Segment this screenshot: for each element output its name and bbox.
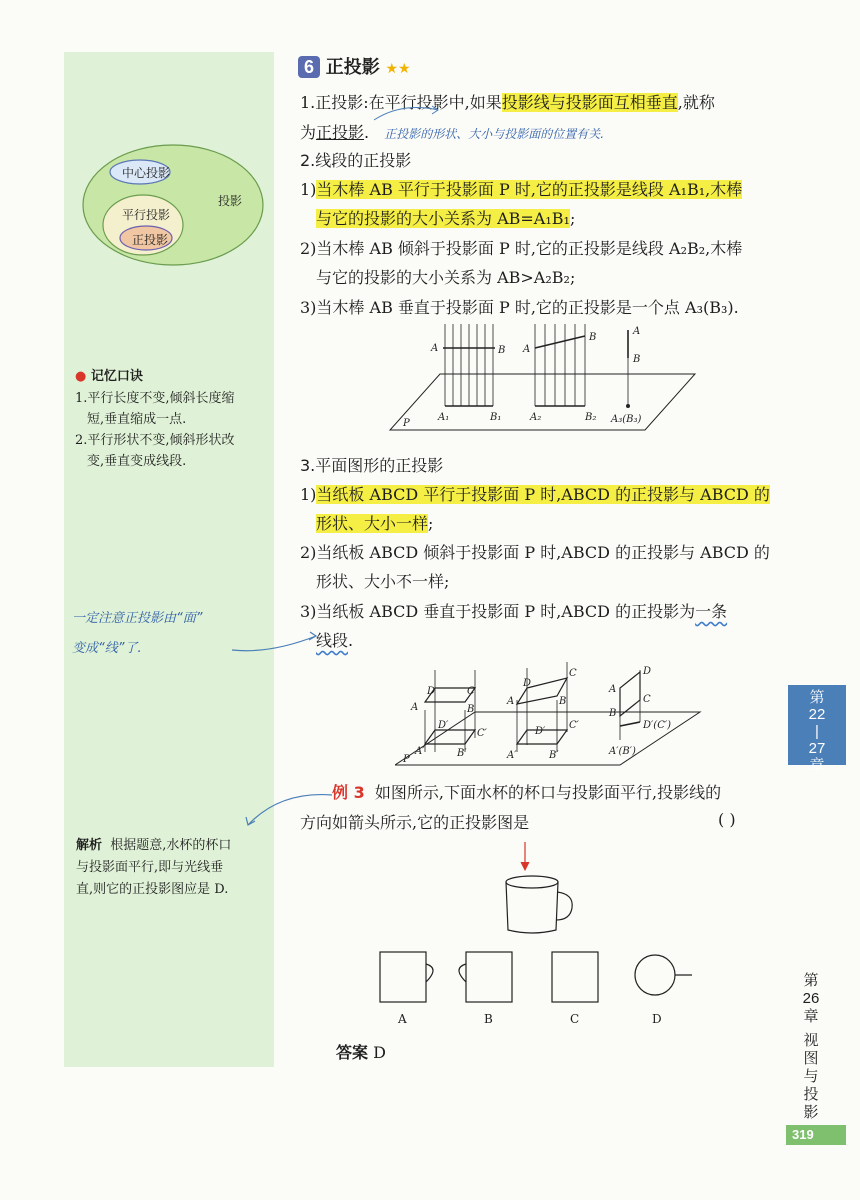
fig2-label: D′ xyxy=(438,720,449,731)
fig2-label: P xyxy=(403,754,410,765)
p1-line2 xyxy=(300,120,604,143)
fig1-label: P xyxy=(403,418,410,429)
p2-item2-cont: 与它的投影的大小关系为 AB>A₂B₂; xyxy=(316,268,576,287)
fig2-label: A xyxy=(411,702,419,713)
side-char: 第 xyxy=(803,972,819,989)
tab-line: 27 xyxy=(808,740,826,757)
memory-item: 变,垂直变成线段. xyxy=(87,454,187,469)
text: 如图所示,下面水杯的杯口与投影面平行,投影线的 xyxy=(374,783,722,802)
option-a: A xyxy=(398,1012,407,1026)
side-char: 图 xyxy=(803,1050,819,1067)
fig2-label: A xyxy=(507,696,515,707)
fig1-label: B xyxy=(633,354,641,365)
page-number: 319 xyxy=(786,1125,846,1145)
highlight: 当木棒 AB 平行于投影面 P 时,它的正投影是线段 A₁B₁,木棒 xyxy=(316,180,743,199)
venn-outer-label: 投影 xyxy=(218,194,243,208)
side-char: 与 xyxy=(803,1068,819,1085)
p1-line1 xyxy=(300,90,715,113)
side-char: 视 xyxy=(803,1032,819,1049)
fig2-label: D′ xyxy=(535,726,546,737)
answer-block xyxy=(336,1040,386,1063)
option-c: C xyxy=(570,1012,580,1026)
fig2-label: D′(C′) xyxy=(643,720,672,731)
fig2-label: B xyxy=(559,696,567,707)
text: ,就称 xyxy=(677,93,715,112)
fig2-label: D xyxy=(427,686,436,697)
bullet-icon: ● xyxy=(75,369,87,384)
highlight: 当纸板 ABCD 平行于投影面 P 时,ABCD 的正投影与 ABCD 的 xyxy=(316,485,770,504)
analysis-line: 直,则它的正投影图应是 D. xyxy=(76,882,229,897)
fig2-label: B xyxy=(609,708,617,719)
section-number: 6 xyxy=(298,56,320,78)
memory-list xyxy=(75,388,235,472)
side-char: 投 xyxy=(803,1086,819,1103)
text: . xyxy=(364,123,370,142)
annotation-arrow-icon xyxy=(372,102,442,124)
fig2-label: A′ xyxy=(507,750,517,761)
note-line: 变成“线”了. xyxy=(72,641,142,656)
text: ; xyxy=(428,514,434,533)
fig2-label: D xyxy=(523,678,532,689)
fig2-label: C xyxy=(569,668,577,679)
highlight: 投影线与投影面互相垂直 xyxy=(501,93,678,112)
fig1-label: B xyxy=(589,332,597,343)
p3-heading: 3.平面图形的正投影 xyxy=(300,456,444,475)
section-title: 正投影 xyxy=(325,57,380,78)
handwritten-note xyxy=(72,604,202,664)
fig2-label: D xyxy=(643,666,652,677)
p2-item1-cont xyxy=(316,206,575,229)
fig2-label: C′ xyxy=(569,720,579,731)
option-d: D xyxy=(652,1012,662,1026)
p3-item2-cont: 形状、大小不一样; xyxy=(316,572,450,591)
note-line: 一定注意正投影由“面” xyxy=(72,611,203,626)
answer-label: 答案 xyxy=(336,1043,369,1062)
text: ; xyxy=(569,209,576,228)
handwritten-annotation: 正投影的形状、大小与投影面的位置有关. xyxy=(384,127,605,141)
plane-projection-figure xyxy=(395,660,705,770)
section-header xyxy=(298,53,411,79)
p2-item3: 3)当木棒 AB 垂直于投影面 P 时,它的正投影是一个点 A₃(B₃). xyxy=(300,298,739,317)
fig2-label: A′(B′) xyxy=(609,746,636,757)
fig1-label: B₂ xyxy=(585,412,597,423)
text: 1) xyxy=(300,180,317,199)
fig1-label: A₃(B₃) xyxy=(611,414,642,425)
answer-value: D xyxy=(373,1043,386,1062)
text: . xyxy=(348,631,354,650)
tab-line: 22 xyxy=(808,706,826,723)
segment-projection-figure xyxy=(385,322,705,437)
memory-title-text: 记忆口诀 xyxy=(90,369,143,384)
option-b: B xyxy=(484,1012,493,1026)
tab-line: | xyxy=(815,723,819,740)
analysis-label: 解析 xyxy=(76,838,103,853)
fig2-label: B xyxy=(467,704,475,715)
fig2-label: A′ xyxy=(415,746,425,757)
tab-line: 章 xyxy=(809,757,825,774)
memory-title xyxy=(75,365,143,384)
fig1-label: A₂ xyxy=(530,412,542,423)
fig2-label: C xyxy=(467,686,475,697)
answer-blank: ( ) xyxy=(718,810,736,829)
p3-item3 xyxy=(300,599,727,622)
p3-item2: 2)当纸板 ABCD 倾斜于投影面 P 时,ABCD 的正投影与 ABCD 的 xyxy=(300,543,770,562)
fig1-label: A₁ xyxy=(438,412,450,423)
p3-item1-cont xyxy=(316,511,433,534)
fig2-label: B′ xyxy=(457,748,467,759)
fig1-label: A xyxy=(633,326,641,337)
text: 1.正投影:在平行投影中,如果 xyxy=(300,93,502,112)
side-char: 章 xyxy=(803,1008,819,1025)
venn-parallel-label: 平行投影 xyxy=(122,208,171,222)
highlight: 与它的投影的大小关系为 AB=A₁B₁ xyxy=(316,209,570,228)
venn-center-label: 中心投影 xyxy=(122,166,171,180)
wavy-underline: 一条 xyxy=(695,602,728,621)
fig2-label: A xyxy=(609,684,617,695)
chapter-side-label xyxy=(796,972,826,1122)
memory-item: 1.平行长度不变,倾斜长度缩 xyxy=(75,391,235,406)
text: 3)当纸板 ABCD 垂直于投影面 P 时,ABCD 的正投影为 xyxy=(300,602,696,621)
wavy-underline: 线段 xyxy=(316,631,349,650)
highlight: 形状、大小一样 xyxy=(316,514,429,533)
difficulty-stars-icon: ★★ xyxy=(385,61,411,77)
text: 1) xyxy=(300,485,317,504)
tab-line: 第 xyxy=(809,689,825,706)
memory-item: 2.平行形状不变,倾斜形状改 xyxy=(75,433,235,448)
side-char: 26 xyxy=(802,990,820,1007)
fig2-label: B′ xyxy=(549,750,559,761)
example-line1 xyxy=(332,780,721,803)
example-line2: 方向如箭头所示,它的正投影图是 xyxy=(300,813,530,832)
chapter-tab xyxy=(788,685,846,774)
side-char: 影 xyxy=(803,1104,819,1121)
example-label: 例 3 xyxy=(332,783,365,802)
cup-figure xyxy=(370,840,700,1030)
text: 为 xyxy=(300,123,317,142)
fig2-label: C′ xyxy=(477,728,487,739)
note-arrow-icon xyxy=(230,620,320,660)
analysis-block xyxy=(76,835,231,901)
fig2-label: C xyxy=(643,694,651,705)
p2-item1 xyxy=(300,177,742,200)
fig1-label: B xyxy=(498,345,506,356)
fig1-label: A xyxy=(523,344,531,355)
p3-item1 xyxy=(300,482,770,505)
p2-item2: 2)当木棒 AB 倾斜于投影面 P 时,它的正投影是线段 A₂B₂,木棒 xyxy=(300,239,743,258)
p2-heading: 2.线段的正投影 xyxy=(300,151,412,170)
fig1-label: A xyxy=(431,343,439,354)
venn-ortho-label: 正投影 xyxy=(132,233,169,247)
fig1-label: B₁ xyxy=(490,412,502,423)
memory-item: 短,垂直缩成一点. xyxy=(87,412,187,427)
analysis-line: 根据题意,水杯的杯口 xyxy=(110,838,232,853)
analysis-line: 与投影面平行,即与光线垂 xyxy=(76,860,224,875)
underlined-term: 正投影 xyxy=(316,123,365,142)
p3-item3-cont xyxy=(316,628,353,651)
